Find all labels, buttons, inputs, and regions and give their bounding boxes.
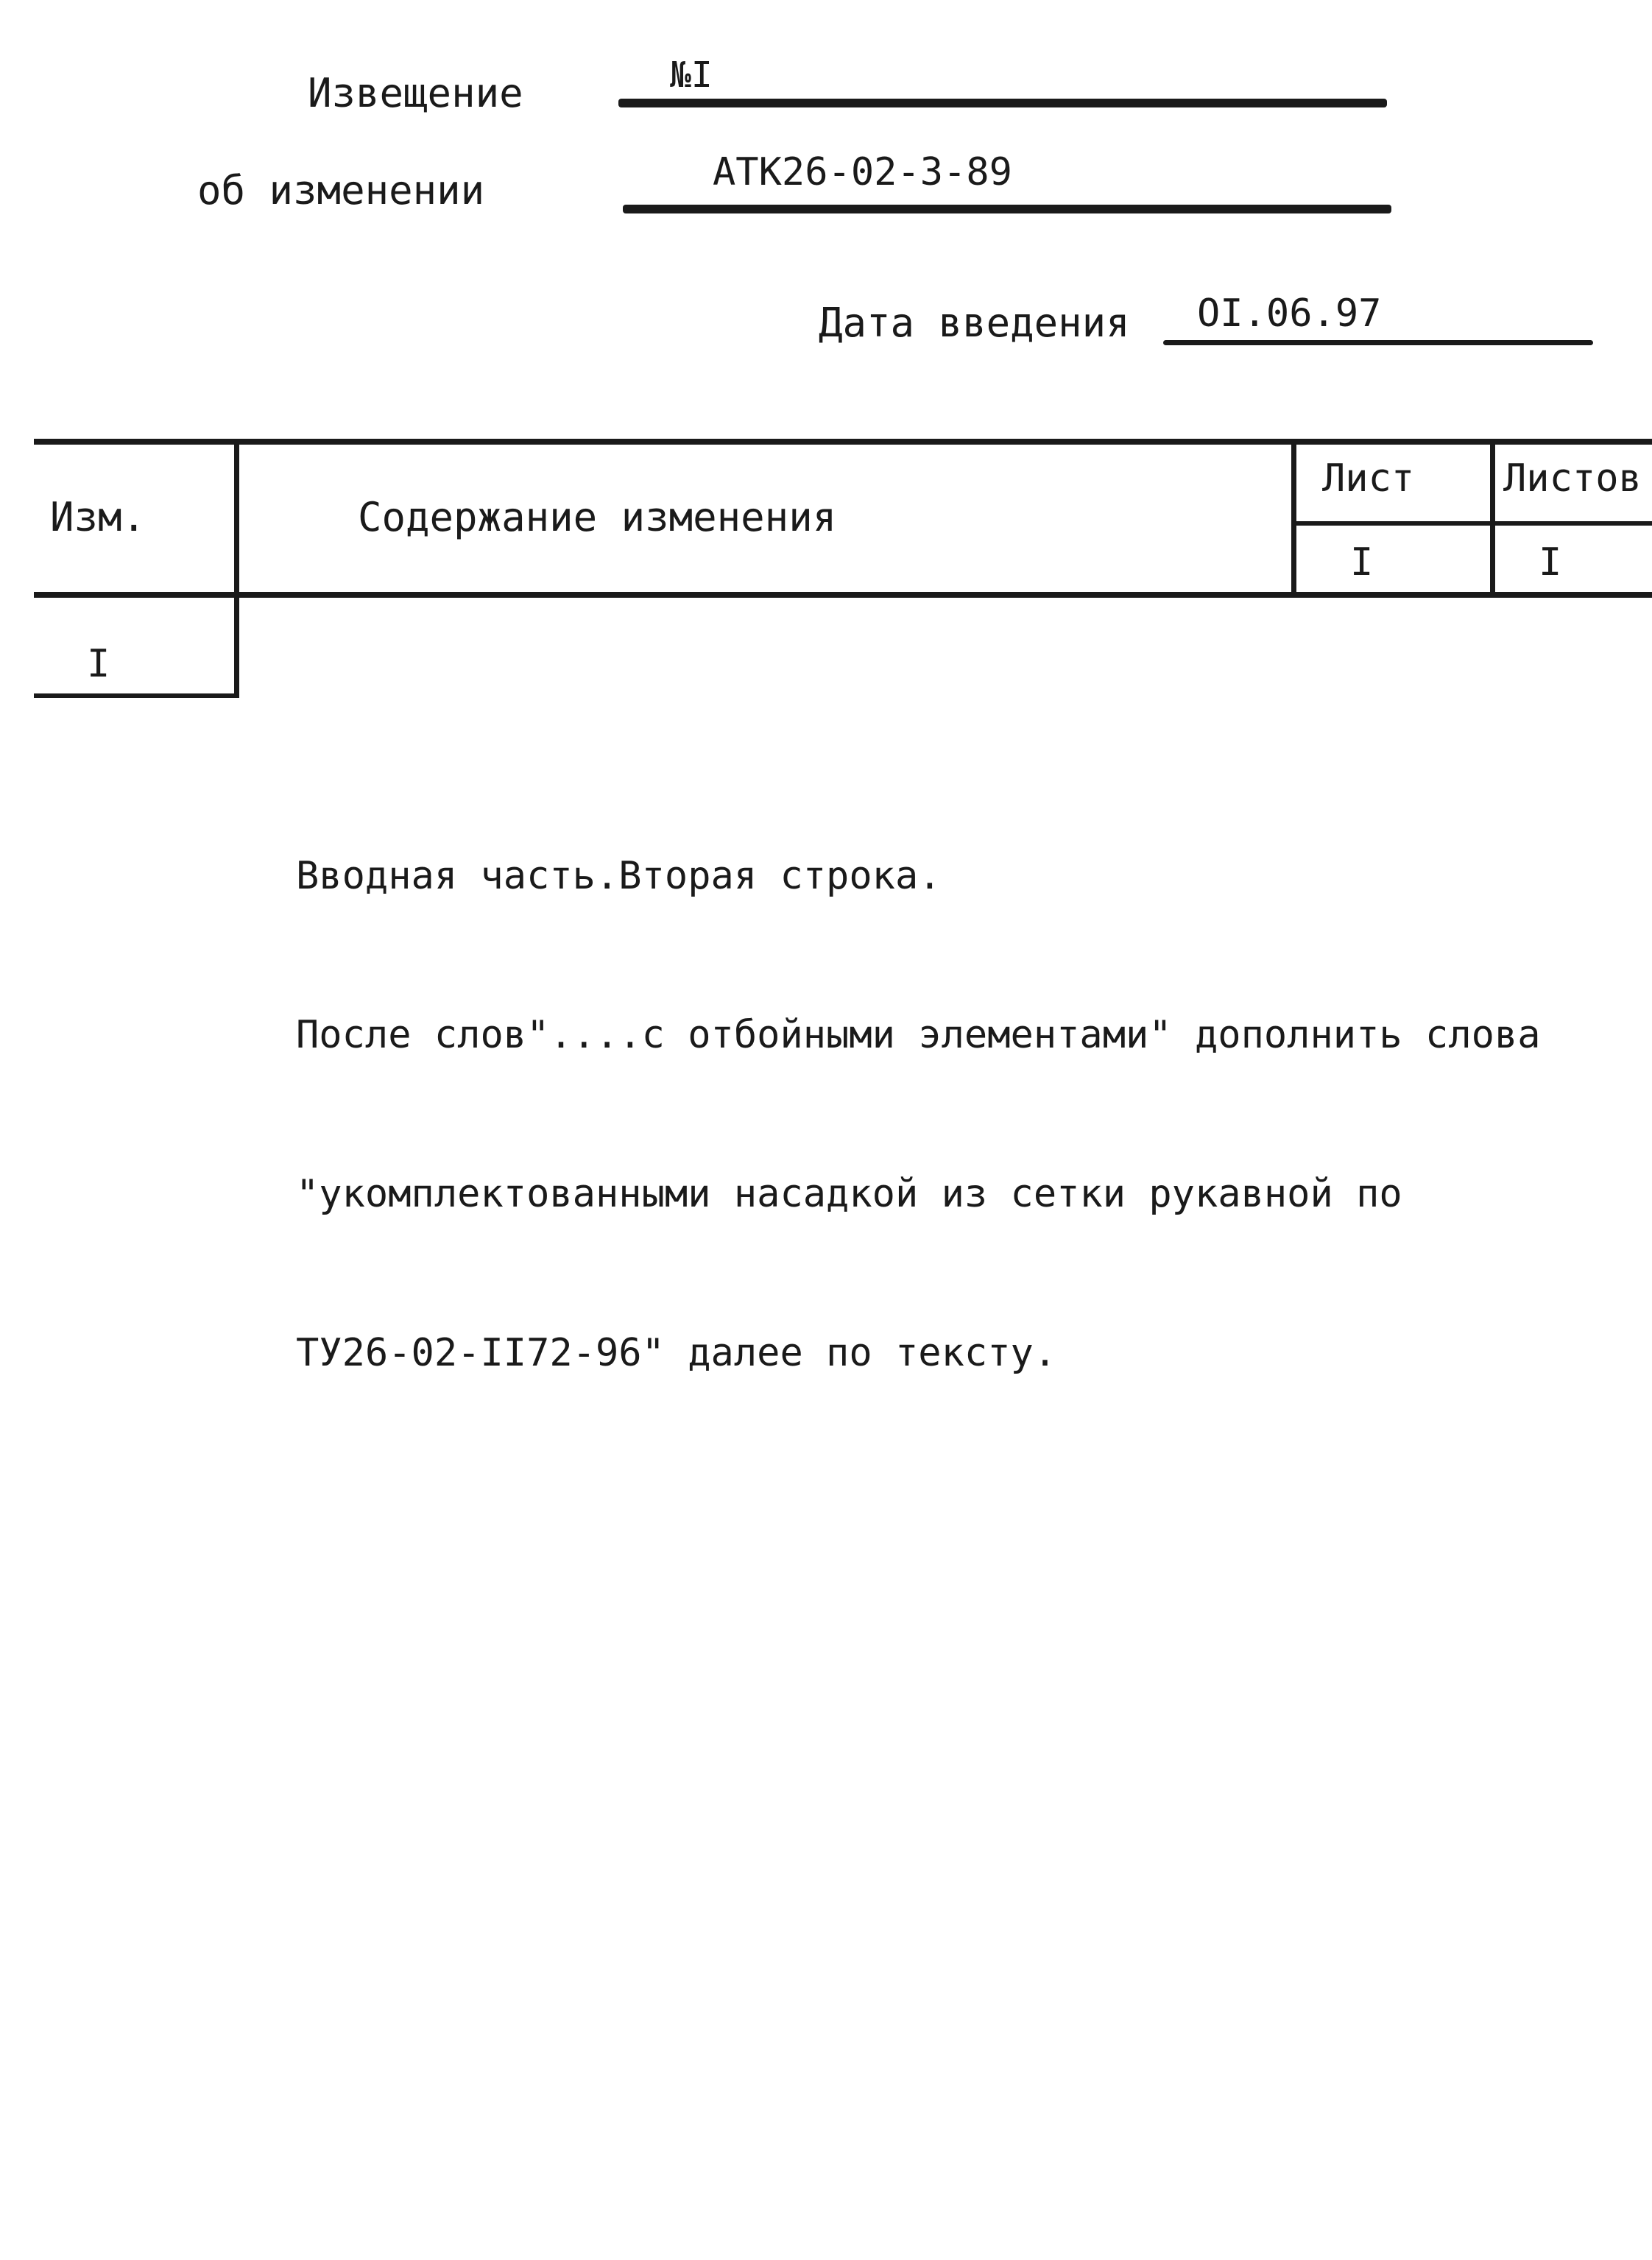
content-line: ТУ26-02-II72-96" далее по тексту. [296, 1331, 1057, 1375]
table-top-border [34, 439, 1652, 445]
change-cell-bottom-border [34, 693, 239, 698]
sheet-value: I [1350, 540, 1374, 585]
column-header-content: Содержание изменения [358, 494, 837, 540]
notice-number-underline [618, 99, 1387, 107]
change-column-divider [234, 442, 239, 698]
column-header-sheet: Лист [1322, 456, 1415, 501]
sheets-column-divider [1490, 442, 1495, 596]
document-code: АТК26-02-3-89 [713, 150, 1012, 194]
column-header-change: Изм. [50, 494, 147, 540]
date-label: Дата введения [819, 300, 1130, 346]
notice-number: №I [670, 54, 713, 96]
document-code-underline [623, 205, 1391, 213]
sheets-value: I [1539, 540, 1562, 585]
content-line: После слов"....с отбойными элементами" дополнить слова [296, 1013, 1541, 1057]
date-underline [1163, 340, 1593, 345]
table-header-bottom-border [34, 592, 1652, 598]
change-content-text [296, 744, 1541, 1433]
notice-label: Извещение [308, 70, 523, 116]
content-column-divider [1291, 442, 1296, 596]
change-number: I [87, 642, 110, 686]
column-header-sheets: Листов [1503, 456, 1642, 501]
content-line: Вводная часть.Вторая строка. [296, 854, 942, 898]
date-value: OI.06.97 [1197, 292, 1382, 336]
sheet-subheader-divider [1293, 521, 1652, 526]
about-change-label: об изменении [197, 167, 485, 213]
content-line: "укомплектованными насадкой из сетки рукавной по [296, 1172, 1402, 1216]
